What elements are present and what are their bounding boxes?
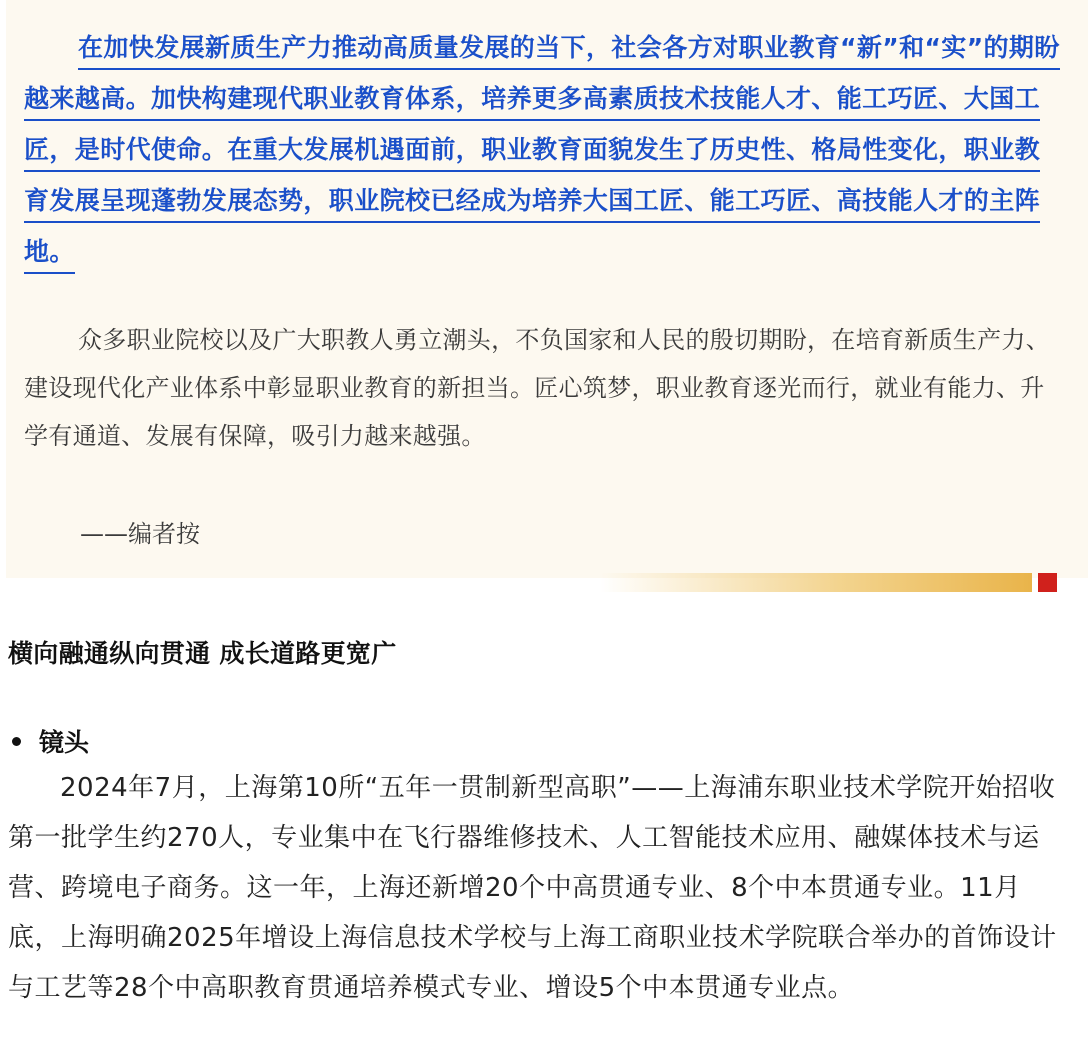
editor-note-body: 众多职业院校以及广大职教人勇立潮头，不负国家和人民的殷切期盼，在培育新质生产力、建设现代化产业体系中彰显职业教育的新担当。匠心筑梦，职业教育逐光而行，就业有能力、升学有通道、发展有保障，吸引力越来越强。 <box>24 326 1050 450</box>
bullet-dot-icon <box>12 737 21 746</box>
divider-gradient-bar <box>600 573 1032 592</box>
section-heading: 横向融通纵向贯通 成长道路更宽广 <box>8 639 397 668</box>
editor-note-signature: ——编者按 <box>80 520 200 548</box>
editor-note-lead-text: 在加快发展新质生产力推动高质量发展的当下，社会各方对职业教育“新”和“实”的期盼越来越高。加快构建现代职业教育体系，培养更多高素质技术技能人才、能工巧匠、大国工匠，是时代使命。在重大发展机遇面前，职业教育面貌发生了历史性、格局性变化，职业教育发展呈现蓬勃发展态势，职业院校已经成为培养大国工匠、能工巧匠、高技能人才的主阵地。 <box>24 33 1060 274</box>
bullet-label: 镜头 <box>39 728 90 757</box>
bullet-item <box>12 719 89 763</box>
editor-note-lead <box>24 22 1064 277</box>
divider-red-square <box>1038 573 1057 592</box>
article-paragraph: 2024年7月，上海第10所“五年一贯制新型高职”——上海浦东职业技术学院开始招收第一批学生约270人，专业集中在飞行器维修技术、人工智能技术应用、融媒体技术与运营、跨境电子商务。这一年，上海还新增20个中高贯通专业、8个中本贯通专业。11月底，上海明确2025年增设上海信息技术学校与上海工商职业技术学院联合举办的首饰设计与工艺等28个中高职教育贯通培养模式专业、增设5个中本贯通专业点。 <box>8 773 1057 1003</box>
